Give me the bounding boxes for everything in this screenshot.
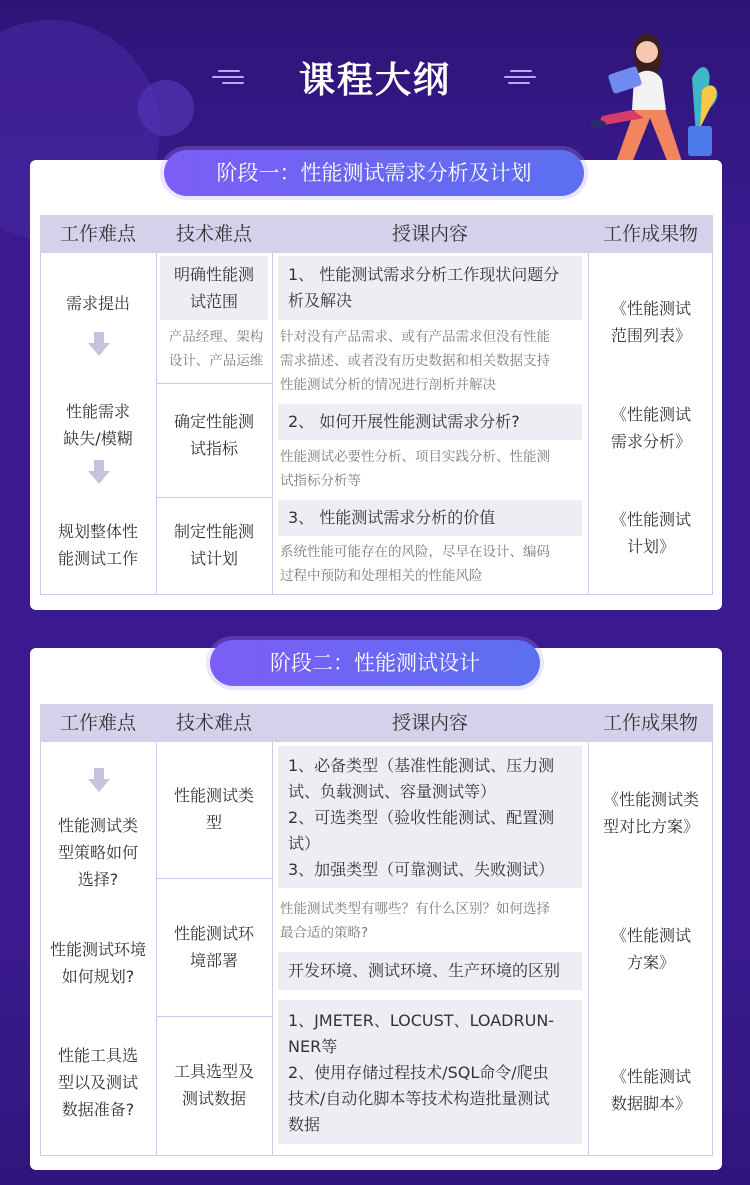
grid-line [588,253,589,595]
header-deliverables: 工作成果物 [602,223,698,245]
content-environments: 开发环境、测试环境、生产环境的区别 [288,961,561,980]
down-arrow-icon [88,460,110,484]
grid-line [156,497,272,498]
down-arrow-icon [88,332,110,356]
content-test-types: 1、必备类型（基准性能测试、压力测 试、负载测试、容量测试等） 2、可选类型（验收性能测试、配置测 试） 3、加强类型（可靠测试、失败测试） [288,756,555,879]
content-test-types-desc: 性能测试类型有哪些？有什么区别？如何选择 最合适的策略? [280,901,550,941]
content-item-3-heading: 3、 性能测试需求分析的价值 [288,508,496,527]
grid-line [156,383,272,384]
tech-define-metrics: 确定性能测 试指标 [173,412,254,458]
tech-test-type: 性能测试类 型 [173,786,254,832]
down-arrow-icon [88,768,110,792]
grid-line [272,742,273,1155]
page-title: 课程大纲 [298,60,451,101]
tech-tool-data: 工具选型及 测试数据 [173,1062,254,1108]
tech-define-scope: 明确性能测 试范围 [173,265,254,311]
tech-scope-note: 产品经理、架构 设计、产品运维 [168,329,264,369]
header-work-difficulty: 工作难点 [59,223,136,245]
header-tech-difficulty: 技术难点 [175,223,252,245]
stage2-title: 阶段二：性能测试设计 [210,640,540,686]
grid-line [272,253,273,595]
output-test-plan: 《性能测试 计划》 [610,510,691,556]
header-work-difficulty: 工作难点 [59,712,136,734]
content-item-1-heading: 1、 性能测试需求分析工作现状问题分 析及解决 [288,265,560,310]
output-data-script: 《性能测试 数据脚本》 [610,1067,691,1113]
output-test-type-comparison: 《性能测试类 型对比方案》 [602,790,699,836]
content-item-2-desc: 性能测试必要性分析、项目实践分析、性能测 试指标分析等 [280,449,550,489]
content-tools: 1、JMETER、LOCUST、LOADRUN- NER等 2、使用存储过程技术/SQL命令/爬虫 技术/自动化脚本等技术构造批量测试 数据 [288,1011,555,1134]
difficulty-tool-data: 性能工具选 型以及测试 数据准备? [57,1046,138,1119]
grid-line [40,1155,713,1156]
tech-environment: 性能测试环 境部署 [173,924,254,970]
person-illustration [584,18,724,168]
header-deliverables: 工作成果物 [602,712,698,734]
grid-line [712,742,713,1155]
grid-line [40,594,713,595]
difficulty-planning: 规划整体性 能测试工作 [57,522,138,568]
output-test-plan: 《性能测试 方案》 [610,926,691,972]
grid-line [712,253,713,595]
content-item-2-heading: 2、 如何开展性能测试需求分析? [288,412,520,431]
difficulty-requirement: 需求提出 [65,294,130,313]
difficulty-environment: 性能测试环境 如何规划? [49,940,146,986]
header-course-content: 授课内容 [391,712,468,734]
content-item-3-desc: 系统性能可能存在的风险，尽早在设计、编码 过程中预防和处理相关的性能风险 [280,544,550,584]
stage1-table-header [40,215,713,253]
stage1-title: 阶段一：性能测试需求分析及计划 [164,150,584,196]
stage2-table-header [40,704,713,742]
grid-line [156,878,272,879]
tech-make-plan: 制定性能测 试计划 [173,522,254,568]
grid-line [156,1016,272,1017]
difficulty-test-type: 性能测试类 型策略如何 选择? [57,816,138,889]
grid-line [588,742,589,1155]
output-requirement-analysis: 《性能测试 需求分析》 [610,405,691,451]
title-decor-right [504,70,540,84]
difficulty-missing-requirement: 性能需求 缺失/模糊 [63,402,133,448]
content-item-1-desc: 针对没有产品需求、或有产品需求但没有性能 需求描述、或者没有历史数据和相关数据支持 性能测试分析的情况进行剖析并解决 [280,329,550,393]
output-scope-list: 《性能测试 范围列表》 [610,299,691,345]
header-course-content: 授课内容 [391,223,468,245]
header-tech-difficulty: 技术难点 [175,712,252,734]
